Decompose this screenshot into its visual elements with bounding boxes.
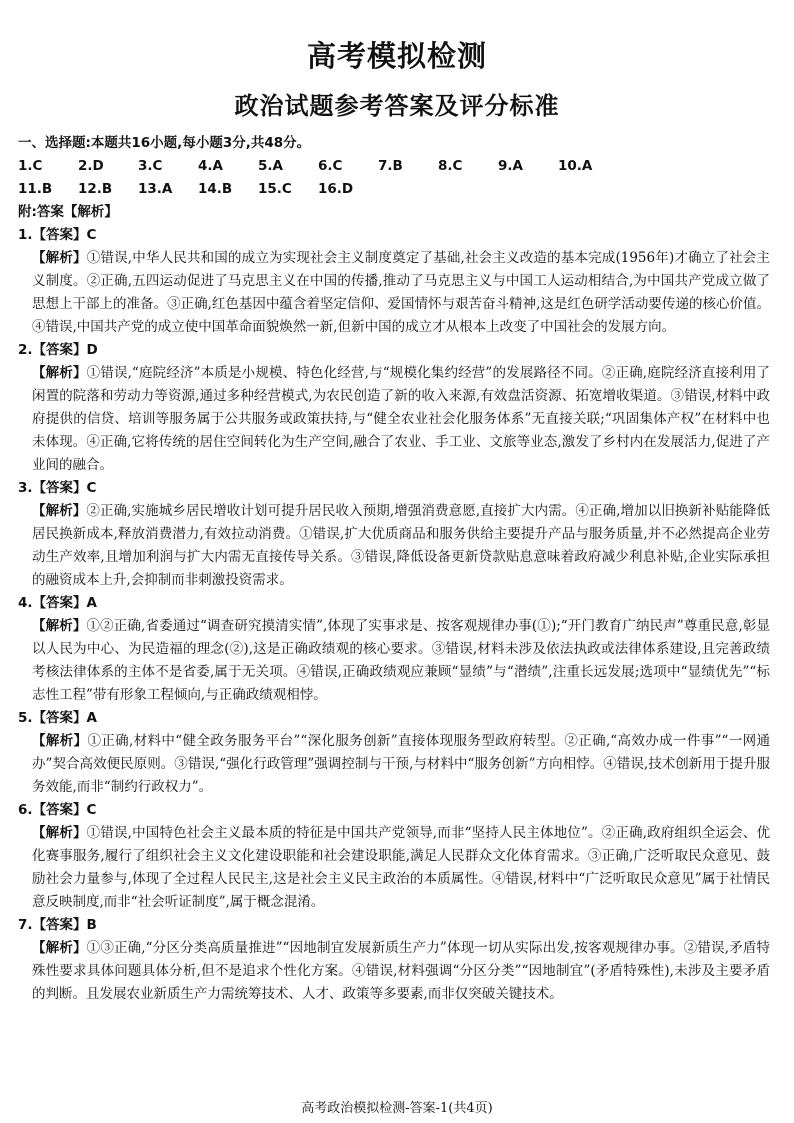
question-explanation (18, 247, 770, 339)
explanation-text: ①③正确,“分区分类高质量推进”“因地制宜发展新质生产力”体现一切从实际出发,按客观规律办事。②错误,矛盾特殊性要求具体问题具体分析,但不是追求个性化方案。④错误,材料强调“分区分类”“因地制宜”(矛盾特殊性),未涉及主要矛盾的判断。且发展农业新质生产力需统筹技术、人才、政策等多要素,而非仅突破关键技术。 (32, 940, 770, 1002)
page-title: 高考模拟检测 (306, 39, 487, 73)
answer-item: 10.A (558, 158, 593, 174)
analysis-tag: 【解析】 (32, 250, 87, 266)
question-block (18, 707, 770, 799)
answer-item: 16.D (318, 181, 354, 197)
question-explanation (18, 500, 770, 592)
question-answer-heading: 3.【答案】C (18, 480, 97, 496)
question-block (18, 224, 770, 339)
explanation-text: ①错误,中国特色社会主义最本质的特征是中国共产党领导,而非“坚持人民主体地位”。②正确,政府组织全运会、优化赛事服务,履行了组织社会主义文化建设职能和社会建设职能,满足人民群众文化体育需求。③正确,广泛听取民众意见、鼓励社会力量参与,体现了全过程人民民主,这是社会主义民主政治的本质属性。④错误,材料中“广泛听取民众意见”属于社情民意反映制度,而非“社会听证制度”,属于概念混淆。 (32, 825, 770, 910)
question-block (18, 339, 770, 477)
appendix-label: 附:答案【解析】 (18, 204, 118, 220)
question-explanation (18, 730, 770, 799)
answer-item: 4.A (198, 158, 223, 174)
answer-item: 13.A (138, 181, 173, 197)
question-block (18, 477, 770, 592)
question-answer-heading: 1.【答案】C (18, 227, 97, 243)
analysis-tag: 【解析】 (32, 733, 88, 749)
answer-row-2 (18, 178, 770, 201)
answer-item: 8.C (438, 158, 463, 174)
answer-item: 1.C (18, 158, 43, 174)
analysis-tag: 【解析】 (32, 618, 87, 634)
question-explanation (18, 822, 770, 914)
answer-item: 3.C (138, 158, 163, 174)
page-subtitle: 政治试题参考答案及评分标准 (234, 92, 560, 120)
answer-row-1 (18, 155, 770, 178)
question-block (18, 914, 770, 1006)
question-explanation (18, 615, 770, 707)
explanation-text: ①正确,材料中“健全政务服务平台”“深化服务创新”直接体现服务型政府转型。②正确,“高效办成一件事”“一网通办”契合高效便民原则。③错误,“强化行政管理”强调控制与干预,与材料中“服务创新”方向相悖。④错误,技术创新用于提升服务效能,而非“制约行政权力”。 (32, 733, 770, 795)
question-block (18, 799, 770, 914)
answer-item: 15.C (258, 181, 292, 197)
question-answer-heading: 5.【答案】A (18, 710, 97, 726)
answer-item: 5.A (258, 158, 283, 174)
answer-item: 9.A (498, 158, 523, 174)
answer-item: 14.B (198, 181, 233, 197)
question-answer-heading: 4.【答案】A (18, 595, 97, 611)
question-block (18, 592, 770, 707)
analysis-tag: 【解析】 (32, 365, 87, 381)
explanation-text: ①错误,“庭院经济”本质是小规模、特色化经营,与“规模化集约经营”的发展路径不同。②正确,庭院经济直接利用了闲置的院落和劳动力等资源,通过多种经营模式,为农民创造了新的收入来源,有效盘活资源、拓宽增收渠道。③错误,材料中政府提供的信贷、培训等服务属于公共服务或政策扶持,与“健全农业社会化服务体系”无直接关联;“巩固集体产权”在材料中也未体现。④正确,它将传统的居住空间转化为生产空间,融合了农业、手工业、文旅等业态,激发了乡村内在发展活力,促进了产业间的融合。 (32, 365, 771, 473)
page-footer: 高考政治模拟检测-答案-1(共4页) (301, 1101, 493, 1116)
analysis-tag: 【解析】 (32, 503, 87, 519)
explanation-text: ②正确,实施城乡居民增收计划可提升居民收入预期,增强消费意愿,直接扩大内需。④正确,增加以旧换新补贴能降低居民换新成本,释放消费潜力,有效拉动消费。①错误,扩大优质商品和服务供给主要提升产品与服务质量,并不必然提高企业劳动生产效率,且增加利润与扩大内需无直接传导关系。③错误,降低设备更新贷款贴息意味着政府减少利息补贴,企业实际承担的融资成本上升,会抑制而非刺激投资需求。 (32, 503, 771, 588)
section-heading: 一、选择题:本题共16小题,每小题3分,共48分。 (18, 135, 311, 151)
answer-item: 6.C (318, 158, 343, 174)
answer-item: 11.B (18, 181, 53, 197)
question-explanation (18, 937, 770, 1006)
analysis-tag: 【解析】 (32, 825, 87, 841)
answer-item: 2.D (78, 158, 104, 174)
answer-item: 7.B (378, 158, 403, 174)
question-answer-heading: 2.【答案】D (18, 342, 98, 358)
question-explanation (18, 362, 770, 477)
document-body (18, 132, 770, 1006)
explanation-text: ①②正确,省委通过“调查研究摸清实情”,体现了实事求是、按客观规律办事(①);“开门教育广纳民声”尊重民意,彰显以人民为中心、为民造福的理念(②),这是正确政绩观的核心要求。③错误,材料未涉及依法执政或法律体系建设,且完善政绩考核法律体系的主体不是省委,属于无关项。④错误,正确政绩观应兼顾“显绩”与“潜绩”,注重长远发展;选项中“显绩优先”“标志性工程”带有形象工程倾向,与正确政绩观相悖。 (32, 618, 770, 703)
explanation-text: ①错误,中华人民共和国的成立为实现社会主义制度奠定了基础,社会主义改造的基本完成(1956年)才确立了社会主义制度。②正确,五四运动促进了马克思主义在中国的传播,推动了马克思主义与中国工人运动相结合,为中国共产党成立做了思想上干部上的准备。③正确,红色基因中蕴含着坚定信仰、爱国情怀与艰苦奋斗精神,这是红色研学活动要传递的核心价值。④错误,中国共产党的成立使中国革命面貌焕然一新,但新中国的成立才从根本上改变了中国社会的发展方向。 (32, 250, 770, 335)
question-answer-heading: 7.【答案】B (18, 917, 97, 933)
analysis-tag: 【解析】 (32, 940, 87, 956)
answer-item: 12.B (78, 181, 113, 197)
question-answer-heading: 6.【答案】C (18, 802, 97, 818)
